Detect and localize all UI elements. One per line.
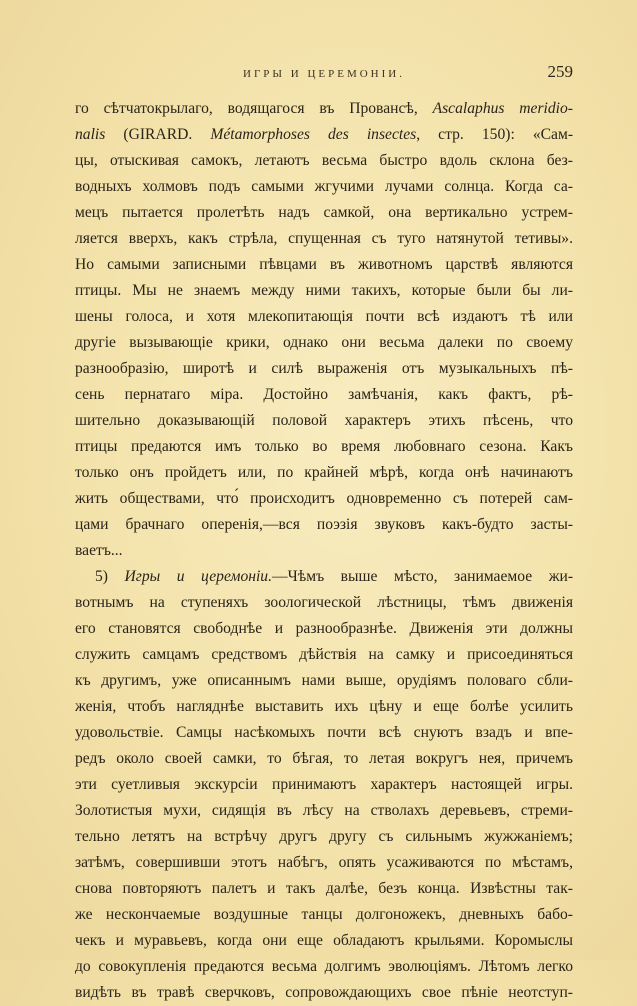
text-line: Но самыми записными пѣвцами въ животномъ царствѣ являются xyxy=(75,256,573,273)
text-line: водныхъ холмовъ подъ самыми жгучими лучами солнца. Когда са- xyxy=(75,178,573,195)
text-line: ваетъ... xyxy=(75,542,123,559)
text-line: затѣмъ, совершивши этотъ набѣгъ, опять усаживаются по мѣстамъ, xyxy=(75,854,573,871)
text-line: птицы предаются имъ только во время любовнаго сезона. Какъ xyxy=(75,438,573,455)
text-line: Золотистыя мухи, сидящія въ лѣсу на стволахъ деревьевъ, стреми- xyxy=(75,802,573,819)
section-title: Игры и церемоніи. xyxy=(124,568,273,585)
text-line: женія, чтобъ нагляднѣе выставить ихъ цѣну и еще болѣе усилить xyxy=(75,698,573,715)
text-line: шительно доказывающій половой характеръ этихъ пѣсень, что xyxy=(75,412,573,429)
text-line: его становятся свободнѣе и разнообразнѣе. Движенія эти должны xyxy=(75,620,573,637)
running-title: ИГРЫ И ЦЕРЕМОНІИ. xyxy=(243,68,405,80)
text-line: вотнымъ на ступеняхъ зоологической лѣстницы, тѣмъ движенія xyxy=(75,594,573,611)
text-line: жить обществами, что́ происходитъ одновременно съ потерей сам- xyxy=(75,490,573,507)
text-line: удовольствіе. Самцы насѣкомыхъ почти всѣ снуютъ взадъ и впе- xyxy=(75,724,573,741)
text-line: служить самцамъ средствомъ дѣйствія на самку и присоединяться xyxy=(75,646,573,663)
body-text xyxy=(75,96,573,1006)
text-line: другіе вызывающіе крики, однако они весьма далеки по своему xyxy=(75,334,573,351)
text-line: редъ около своей самки, то бѣгая, то летая вокругъ нея, причемъ xyxy=(75,750,573,767)
page-number: 259 xyxy=(547,62,573,81)
text-line: эти суетливыя экскурсіи принимаютъ характеръ настоящей игры. xyxy=(75,776,573,793)
text-line: nalis (GIRARD. Métamorphoses des insectes, стр. 150): «Сам- xyxy=(75,126,573,143)
text-line: разнообразію, широтѣ и силѣ выраженія отъ музыкальныхъ пѣ- xyxy=(75,360,573,377)
text-line: видѣть въ травѣ сверчковъ, сопровождающихъ свое пѣніе неотступ- xyxy=(75,984,573,1001)
text-line: цами брачнаго оперенія,—вся поэзія звуковъ какъ-будто засты- xyxy=(75,516,573,533)
text-line: сень пернатаго міра. Достойно замѣчанія, какъ фактъ, рѣ- xyxy=(75,386,573,403)
text-line: тельно летятъ на встрѣчу другъ другу съ сильнымъ жужжаніемъ; xyxy=(75,828,573,845)
text-line: шены голоса, и хотя млекопитающія почти всѣ издаютъ тѣ или xyxy=(75,308,573,325)
text-line: только онъ пройдетъ или, по крайней мѣрѣ, когда онѣ начинаютъ xyxy=(75,464,573,481)
text-line: мецъ пытается пролетѣть надъ самкой, она вертикально устрем- xyxy=(75,204,573,221)
text-line: птицы. Мы не знаемъ между ними такихъ, которые были бы ли- xyxy=(75,282,573,299)
text-line: къ другимъ, уже описаннымъ нами выше, орудіямъ половаго сбли- xyxy=(75,672,573,689)
text-line: до совокупленія предаются весьма долгимъ эволюціямъ. Лѣтомъ легко xyxy=(75,958,573,975)
text-line: снова повторяютъ палетъ и такъ далѣе, безъ конца. Извѣстны так- xyxy=(75,880,573,897)
text-line: цы, отыскивая самокъ, летаютъ весьма быстро вдоль склона без- xyxy=(75,152,573,169)
text-line: чекъ и муравьевъ, когда они еще обладаютъ крыльями. Коромыслы xyxy=(75,932,573,949)
text-line: же нескончаемые воздушные танцы долгоножекъ, дневныхъ бабо- xyxy=(75,906,573,923)
text-line: ляется вверхъ, какъ стрѣла, спущенная съ туго натянутой тетивы». xyxy=(75,230,573,247)
page-header xyxy=(75,62,573,86)
text-line: го сѣтчатокрылаго, водящагося въ Провансѣ, Ascalaphus meridio- xyxy=(75,100,573,117)
section-heading-line: 5) Игры и церемоніи.—Чѣмъ выше мѣсто, занимаемое жи- xyxy=(95,568,573,585)
